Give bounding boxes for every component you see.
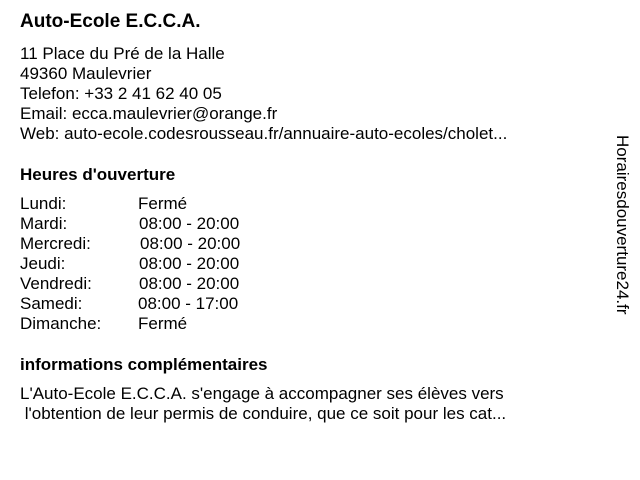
address-street: 11 Place du Pré de la Halle [20,44,225,63]
day-label: Samedi: [20,294,83,313]
business-name: Auto-Ecole E.C.C.A. [20,11,201,32]
site-brand-vertical: Horairesdouverture24.fr [613,135,632,315]
day-hours: 08:00 - 17:00 [138,294,239,313]
day-label: Vendredi: [20,274,92,293]
day-hours: Fermé [138,194,188,213]
hours-row-sunday [20,314,320,334]
opening-hours-table [20,194,320,334]
email-address[interactable]: Email: ecca.maulevrier@orange.fr [20,104,278,123]
info-block [20,384,506,424]
hours-row-wednesday [20,234,320,254]
day-hours: 08:00 - 20:00 [139,214,240,233]
hours-row-saturday [20,294,320,314]
contact-block [20,44,507,144]
day-hours: 08:00 - 20:00 [139,274,240,293]
website-link[interactable]: Web: auto-ecole.codesrousseau.fr/annuaire-auto-ecoles/cholet... [20,124,508,143]
day-label: Mardi: [20,214,68,233]
info-text-line: l'obtention de leur permis de conduire, que ce soit pour les cat... [20,404,507,423]
info-text-line: L'Auto-Ecole E.C.C.A. s'engage à accompagner ses élèves vers [20,384,504,403]
address-city: 49360 Maulevrier [20,64,152,83]
hours-row-monday [20,194,320,214]
day-label: Dimanche: [20,314,102,333]
day-hours: 08:00 - 20:00 [139,254,240,273]
hours-heading: Heures d'ouverture [20,165,176,184]
hours-row-friday [20,274,320,294]
hours-row-tuesday [20,214,320,234]
phone-number[interactable]: Telefon: +33 2 41 62 40 05 [20,84,222,103]
hours-row-thursday [20,254,320,274]
info-heading: informations complémentaires [20,355,268,374]
day-label: Jeudi: [20,254,66,273]
day-hours: 08:00 - 20:00 [140,234,241,253]
day-label: Lundi: [20,194,67,213]
day-label: Mercredi: [20,234,91,253]
day-hours: Fermé [138,314,188,333]
